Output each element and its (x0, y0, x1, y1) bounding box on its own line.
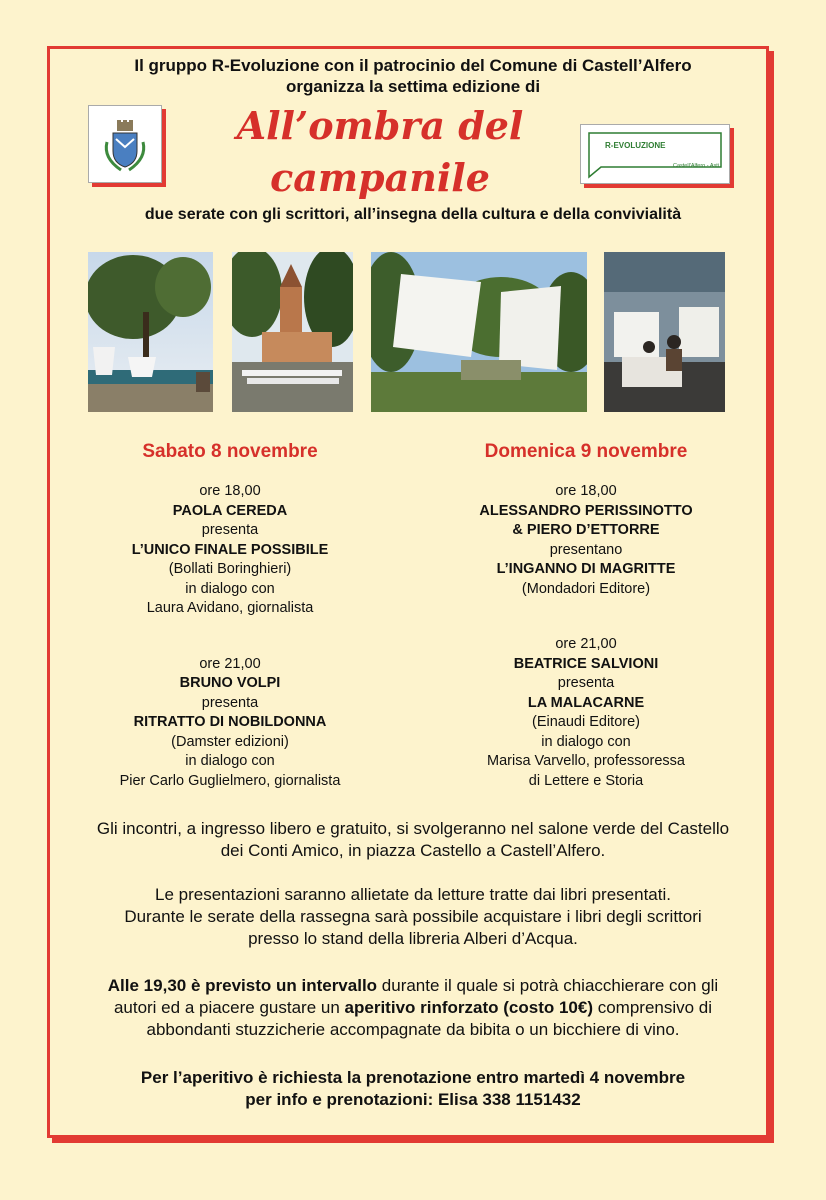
readings-paragraph (40, 884, 786, 950)
event-verb: presenta (557, 675, 615, 691)
event-verb: presenta (201, 522, 259, 538)
r-evoluzione-logo (580, 124, 730, 184)
event-verb: presenta (201, 694, 259, 711)
event-author-2: & PIERO D’ETTORRE (512, 522, 660, 538)
venue-line-1: Gli incontri, a ingresso libero e gratuito, si svolgeranno nel salone verde del Castello (96, 819, 730, 838)
event-dialog: in dialogo con (541, 733, 631, 750)
readings-line-2: Durante le serate della rassegna sarà possibile acquistare i libri degli scrittori (124, 907, 702, 926)
event-guest: Marisa Varvello, professoressa (487, 753, 685, 769)
readings-line-3: presso lo stand della libreria Alberi d’Acqua. (248, 929, 578, 948)
event-dialog: in dialogo con (185, 753, 275, 769)
event-guest: Pier Carlo Guglielmero, giornalista (119, 772, 341, 789)
sunday-program (421, 440, 751, 791)
event-title-line-1: All’ombra del (236, 103, 524, 148)
event-author: BEATRICE SALVIONI (513, 655, 659, 672)
saturday-program (65, 440, 395, 791)
booking-deadline: Per l’aperitivo è richiesta la prenotazione entro martedì 4 novembre (140, 1068, 686, 1087)
readings-line-1: Le presentazioni saranno allietate da letture tratte dai libri presentati. (155, 885, 671, 904)
event-book: RITRATTO DI NOBILDONNA (133, 714, 327, 730)
interval-time: Alle 19,30 è previsto un intervallo (107, 976, 378, 995)
event-book: L’INGANNO DI MAGRITTE (496, 561, 676, 577)
booking-contact: per info e prenotazioni: Elisa 338 1151432 (245, 1090, 581, 1109)
aperitivo-line-1 (40, 975, 786, 997)
aperitivo-text-2: autori ed a piacere gustare un (113, 998, 345, 1017)
sunday-date: Domenica 9 novembre (484, 441, 688, 462)
event-guest: Laura Avidano, giornalista (146, 600, 314, 616)
coat-of-arms-logo (88, 105, 162, 183)
photo-tree-garden (88, 252, 213, 412)
subtitle: due serate con gli scrittori, all’insegna della cultura e della convivialità (144, 206, 682, 223)
event-time: ore 21,00 (199, 655, 261, 672)
event-publisher: (Einaudi Editore) (532, 714, 640, 730)
logo-name: R-EVOLUZIONE (605, 141, 666, 150)
aperitivo-text-3: comprensivo di (592, 998, 713, 1017)
aperitivo-price: aperitivo rinforzato (costo 10€) (344, 998, 593, 1017)
event-verb: presentano (549, 541, 623, 558)
event-publisher: (Mondadori Editore) (521, 580, 651, 597)
event-time: ore 21,00 (555, 636, 617, 652)
venue-line-2: dei Conti Amico, in piazza Castello a Castell’Alfero. (220, 841, 606, 860)
event-time: ore 18,00 (555, 483, 617, 499)
header-line-1: Il gruppo R-Evoluzione con il patrocinio del Comune di Castell’Alfero (134, 56, 692, 75)
event-author: BRUNO VOLPI (179, 675, 281, 691)
venue-paragraph (40, 818, 786, 862)
event-book: LA MALACARNE (527, 694, 645, 711)
aperitivo-paragraph (40, 975, 786, 1041)
speech-bubble-icon (581, 125, 729, 183)
coat-of-arms-icon (89, 106, 161, 182)
saturday-date: Sabato 8 novembre (142, 441, 318, 462)
logo-place: Castell'Alfero - Asti (673, 163, 719, 169)
booking-paragraph (40, 1067, 786, 1111)
event-guest-2: di Lettere e Storia (528, 772, 644, 789)
event-author: ALESSANDRO PERISSINOTTO (479, 502, 693, 519)
photo-bell-tower (232, 252, 353, 412)
event-dialog: in dialogo con (185, 580, 275, 597)
header-line-2: organizza la settima edizione di (285, 77, 541, 96)
aperitivo-line-2 (40, 997, 786, 1019)
event-title-line-2: campanile (270, 155, 490, 200)
aperitivo-text-1: durante il quale si potrà chiacchierare con gli (377, 976, 719, 995)
photo-reading-room (604, 252, 725, 412)
event-publisher: (Damster edizioni) (171, 733, 289, 750)
event-publisher: (Bollati Boringhieri) (168, 561, 292, 577)
event-book: L’UNICO FINALE POSSIBILE (131, 541, 329, 558)
event-time: ore 18,00 (199, 483, 261, 499)
aperitivo-line-3: abbondanti stuzzicherie accompagnate da bibita o un bicchiere di vino. (146, 1020, 680, 1039)
event-author: PAOLA CEREDA (172, 502, 288, 519)
photo-hanging-sheets (371, 252, 587, 412)
